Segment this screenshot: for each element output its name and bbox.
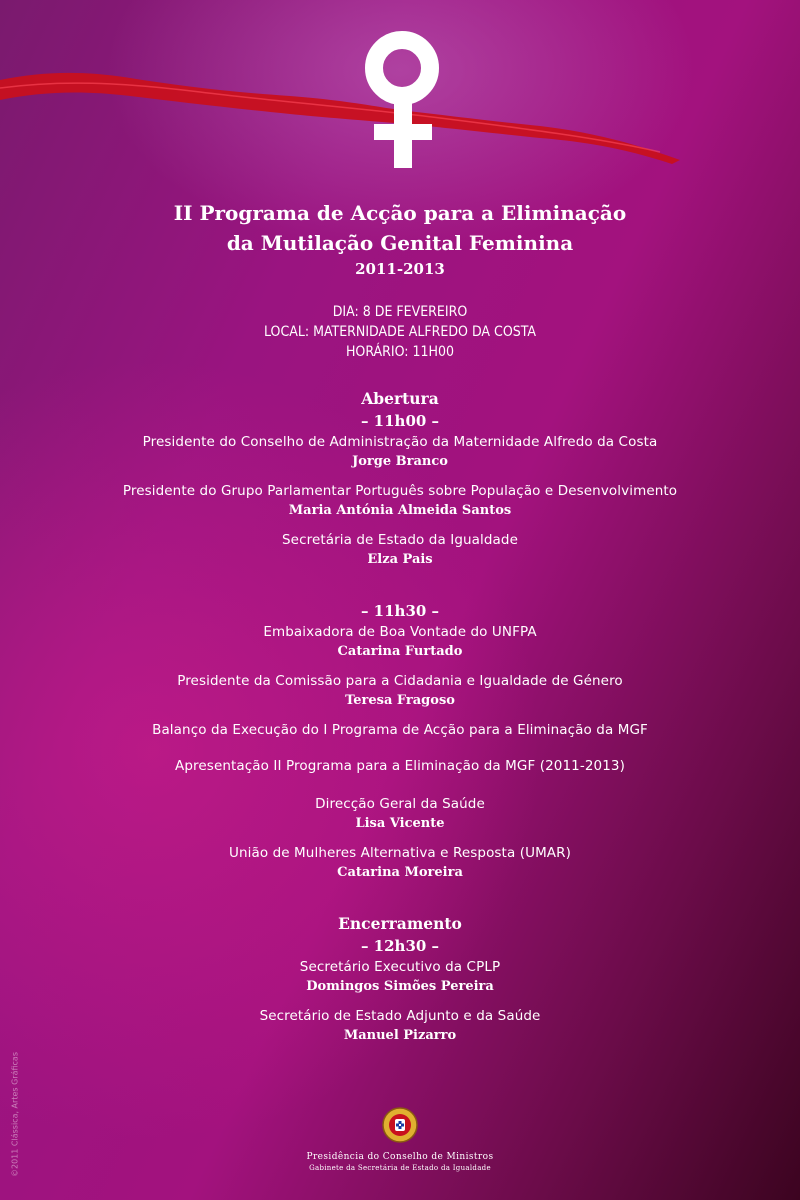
program-item (0, 671, 800, 711)
item-role: Apresentação II Programa para a Eliminação da MGF (2011-2013) (175, 758, 625, 774)
program-item (0, 843, 800, 883)
event-date: DIA: 8 DE FEVEREIRO (332, 304, 468, 320)
item-role: Direcção Geral da Saúde (315, 796, 485, 812)
item-person: Catarina Moreira (337, 865, 463, 880)
print-credit: ©2011 Clássica, Artes Gráficas (10, 1052, 20, 1177)
program-item (0, 481, 800, 521)
program-item (0, 957, 800, 997)
item-person: Teresa Fragoso (345, 693, 455, 708)
title-years: 2011-2013 (355, 260, 445, 278)
item-person: Domingos Simões Pereira (306, 979, 494, 994)
title-line-2: da Mutilação Genital Feminina (226, 231, 574, 255)
time-label-1100: – 11h00 – (360, 412, 440, 430)
item-person: Maria Antónia Almeida Santos (288, 503, 512, 518)
footer (0, 1106, 800, 1172)
item-person: Manuel Pizarro (343, 1028, 457, 1043)
header-artwork (0, 0, 800, 185)
section-title-abertura: Abertura (361, 389, 439, 408)
item-person: Catarina Furtado (337, 644, 463, 659)
section-1130 (0, 600, 800, 883)
item-role: Secretária de Estado da Igualdade (282, 532, 518, 548)
program-item (0, 432, 800, 472)
program-item (0, 720, 800, 740)
section-encerramento (0, 913, 800, 1046)
red-ribbon (0, 73, 680, 164)
item-role: Presidente da Comissão para a Cidadania e Igualdade de Género (177, 673, 623, 689)
item-role: Presidente do Conselho de Administração da Maternidade Alfredo da Costa (142, 434, 658, 450)
event-info (0, 302, 800, 362)
item-person: Elza Pais (367, 552, 433, 567)
item-person: Lisa Vicente (355, 816, 445, 831)
event-time: HORÁRIO: 11H00 (345, 344, 455, 360)
coat-of-arms-icon (381, 1106, 419, 1144)
program-item (0, 1006, 800, 1046)
time-label-1130: – 11h30 – (360, 602, 440, 620)
item-role: Secretário Executivo da CPLP (299, 959, 501, 975)
section-abertura (0, 388, 800, 570)
event-location: LOCAL: MATERNIDADE ALFREDO DA COSTA (264, 324, 536, 340)
female-symbol-icon (374, 40, 432, 168)
item-role: Balanço da Execução do I Programa de Acção para a Eliminação da MGF (152, 722, 648, 738)
item-person: Jorge Branco (352, 454, 448, 469)
time-label-1230: – 12h30 – (360, 937, 440, 955)
title-line-1: II Programa de Acção para a Eliminação (173, 201, 627, 225)
program-item (0, 622, 800, 662)
program-item (0, 794, 800, 834)
footer-gabinete: Gabinete da Secretária de Estado da Igualdade (309, 1164, 491, 1172)
program-item (0, 530, 800, 570)
section-title-encerramento: Encerramento (338, 914, 462, 933)
program-content (0, 198, 800, 1055)
item-role: Secretário de Estado Adjunto e da Saúde (259, 1008, 541, 1024)
item-role: União de Mulheres Alternativa e Resposta (UMAR) (228, 845, 571, 861)
footer-presidencia: Presidência do Conselho de Ministros (306, 1152, 494, 1162)
program-item (0, 756, 800, 776)
item-role: Presidente do Grupo Parlamentar Português sobre População e Desenvolvimento (122, 483, 678, 499)
item-role: Embaixadora de Boa Vontade do UNFPA (263, 624, 537, 640)
